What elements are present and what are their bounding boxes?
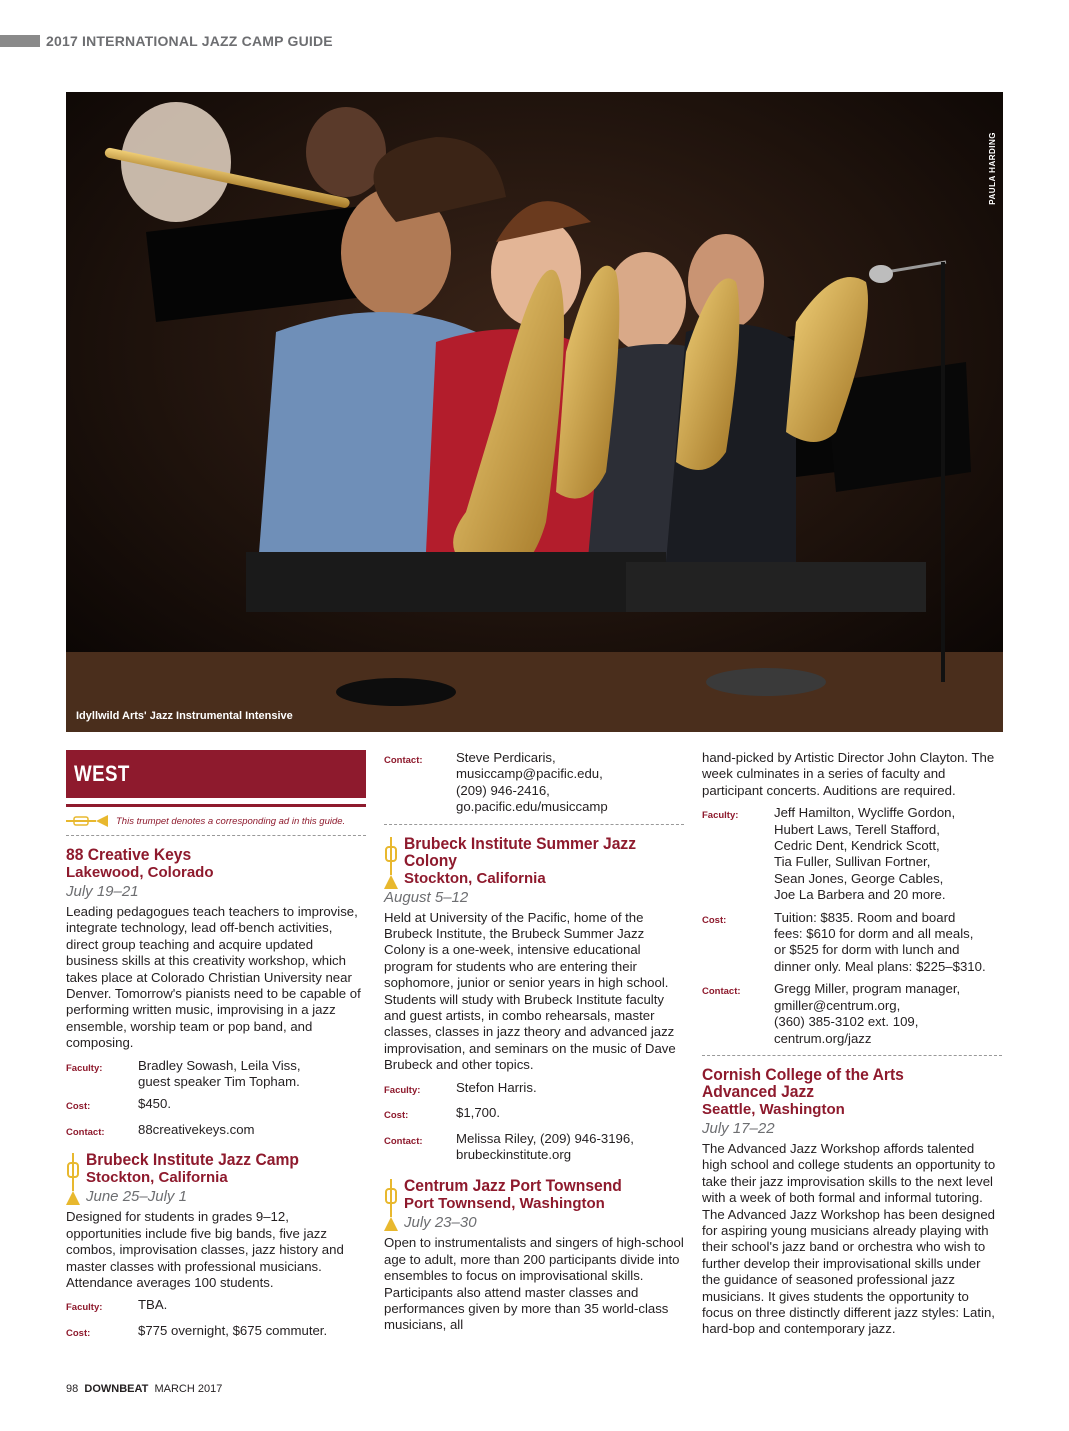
faculty-label: Faculty: xyxy=(66,1302,103,1314)
running-header xyxy=(0,30,333,52)
faculty-value: Bradley Sowash, Leila Viss, guest speaker Tim Topham. xyxy=(138,1057,301,1090)
camp-location: Port Townsend, Washington xyxy=(404,1195,605,1213)
contact-row xyxy=(384,750,684,816)
region-label: WEST xyxy=(74,761,130,786)
region-rule xyxy=(66,804,366,807)
camp-description: The Advanced Jazz Workshop affords talented high school and college students an opportunity to take their jazz improvisation skills to the next level with a week of both formal and informal tutoring. The Advanced Jazz Workshop has been designed for aspiring young musicians already playing with their school's jazz band or orchestra who wish to further develop their improvisational skills under the guidance of seasoned professional jazz musicians. It gives students the opportunity to focus on three distinctly different jazz styles: Latin, hard-bop and contemporary jazz. xyxy=(702,1140,996,1337)
header-bar xyxy=(0,35,40,47)
camp-dates: July 17–22 xyxy=(702,1119,775,1137)
camp-dates: July 19–21 xyxy=(66,883,139,900)
cost-row xyxy=(66,1323,366,1342)
camp-dates: June 25–July 1 xyxy=(86,1188,187,1206)
camp-description-continued: hand-picked by Artistic Director John Clayton. The week culminates in a series of faculty and participant concerts. Auditions are required. xyxy=(702,750,995,798)
region-banner xyxy=(66,750,366,798)
faculty-value: Jeff Hamilton, Wycliffe Gordon, Hubert Laws, Terell Stafford, Cedric Dent, Kendrick Scott, Tia Fuller, Sullivan Fortner, Sean Jones, George Cables, Joe La Barbera and 20 more. xyxy=(774,805,956,903)
camp-location: Stockton, California xyxy=(404,869,546,887)
camp-name: 88 Creative Keys xyxy=(66,845,192,864)
camp-name: Brubeck Institute Jazz Camp xyxy=(86,1150,299,1170)
camp-entry xyxy=(384,835,684,1164)
contact-value: Steve Perdicaris, musiccamp@pacific.edu, (209) 946-2416, go.pacific.edu/musiccamp xyxy=(456,750,608,815)
camp-name: Brubeck Institute Summer Jazz Colony xyxy=(404,833,637,870)
camp-description: Held at University of the Pacific, home of the Brubeck Institute, the Brubeck Summer Jazz Colony is a one-week, intensive educational program for students who are entering their sophomore, junior or senior years in high school. Students will study with Brubeck Institute faculty and guest artists, in combo rehearsals, master classes, classes in jazz theory and advanced jazz improvisation, and seminars on the music of Dave Brubeck and other topics. xyxy=(384,909,676,1073)
page-footer xyxy=(66,1383,222,1395)
photo-credit: PAULA HARDING xyxy=(988,132,997,205)
camp-entry xyxy=(66,846,366,1141)
trumpet-icon xyxy=(66,815,110,827)
camp-location: Seattle, Washington xyxy=(702,1100,845,1118)
camp-entry xyxy=(702,1066,1002,1338)
camp-description: Designed for students in grades 9–12, opportunities include five big bands, five jazz combos, improvisation classes, jazz history and master classes with professional musicians. Attendance averages 100 students. xyxy=(66,1209,344,1290)
camp-description: Open to instrumentalists and singers of high-school age to adult, more than 200 participants divide into ensembles to focus on improvisational skills. Participants also attend master classes and performances given by more than 35 world-class musicians, all xyxy=(384,1235,684,1333)
contact-row xyxy=(702,981,1002,1047)
column-1 xyxy=(66,750,366,1352)
trumpet-icon xyxy=(66,1153,80,1205)
cost-label: Cost: xyxy=(66,1327,91,1339)
camp-name: Centrum Jazz Port Townsend xyxy=(404,1176,622,1196)
contact-row xyxy=(66,1122,366,1141)
divider xyxy=(384,824,684,825)
cost-value: $775 overnight, $675 commuter. xyxy=(138,1322,328,1338)
faculty-row xyxy=(702,805,1002,903)
faculty-row xyxy=(66,1297,366,1316)
cost-value: $1,700. xyxy=(456,1105,500,1121)
cost-label: Cost: xyxy=(66,1101,91,1113)
faculty-label: Faculty: xyxy=(66,1062,103,1074)
divider xyxy=(702,1055,1002,1056)
camp-dates: August 5–12 xyxy=(384,888,469,906)
issue-date: MARCH 2017 xyxy=(154,1383,223,1395)
jazz-ensemble-illustration xyxy=(66,92,1003,732)
magazine-name: DOWNBEAT xyxy=(84,1383,149,1395)
faculty-value: TBA. xyxy=(138,1297,168,1313)
faculty-label: Faculty: xyxy=(702,810,739,822)
column-2 xyxy=(384,750,684,1344)
header-title: 2017 INTERNATIONAL JAZZ CAMP GUIDE xyxy=(46,33,333,49)
cost-row xyxy=(66,1096,366,1115)
camp-dates: July 23–30 xyxy=(404,1214,477,1232)
camp-entry xyxy=(384,1177,684,1333)
trumpet-icon xyxy=(384,1179,398,1231)
cost-value: $450. xyxy=(138,1096,172,1112)
cost-row xyxy=(702,910,1002,976)
camp-entry xyxy=(66,1151,366,1342)
cost-value: Tuition: $835. Room and board fees: $610 for dorm and all meals, or $525 for dorm with lunch and dinner only. Meal plans: $225–$310. xyxy=(774,909,986,974)
cost-label: Cost: xyxy=(702,914,727,926)
cost-label: Cost: xyxy=(384,1110,409,1122)
contact-value: Gregg Miller, program manager, gmiller@centrum.org, (360) 385-3102 ext. 109, centrum.org/jazz xyxy=(774,981,961,1046)
faculty-value: Stefon Harris. xyxy=(456,1079,537,1095)
contact-label: Contact: xyxy=(66,1126,105,1138)
faculty-label: Faculty: xyxy=(384,1084,421,1096)
divider xyxy=(66,835,366,836)
contact-label: Contact: xyxy=(702,986,741,998)
cost-row xyxy=(384,1105,684,1124)
contact-label: Contact: xyxy=(384,755,423,766)
faculty-row xyxy=(66,1058,366,1091)
camp-name: Cornish College of the Arts Advanced Jazz xyxy=(702,1064,904,1101)
trumpet-note xyxy=(66,815,366,827)
camp-description: Leading pedagogues teach teachers to improvise, integrate technology, lead off-bench activities, direct group teaching and acquire updated business skills at this creativity workshop, which takes place at Colorado Christian University near Denver. Tomorrow's pianists need to be capable of performing written music, improvising in a jazz ensemble, worship team or pop band, and composing. xyxy=(66,904,361,1051)
page-number: 98 xyxy=(66,1383,79,1395)
contact-row xyxy=(384,1131,684,1164)
contact-value: 88creativekeys.com xyxy=(138,1121,255,1137)
faculty-row xyxy=(384,1080,684,1099)
hero-photo xyxy=(66,92,1003,732)
column-3 xyxy=(702,750,1002,1348)
trumpet-note-text: This trumpet denotes a corresponding ad in this guide. xyxy=(116,815,346,827)
trumpet-icon xyxy=(384,837,398,889)
contact-value: Melissa Riley, (209) 946-3196, brubeckinstitute.org xyxy=(456,1130,634,1162)
contact-label: Contact: xyxy=(384,1135,423,1147)
camp-location: Lakewood, Colorado xyxy=(66,864,214,881)
camp-location: Stockton, California xyxy=(86,1169,228,1187)
photo-caption: Idyllwild Arts' Jazz Instrumental Intensive xyxy=(76,710,293,722)
